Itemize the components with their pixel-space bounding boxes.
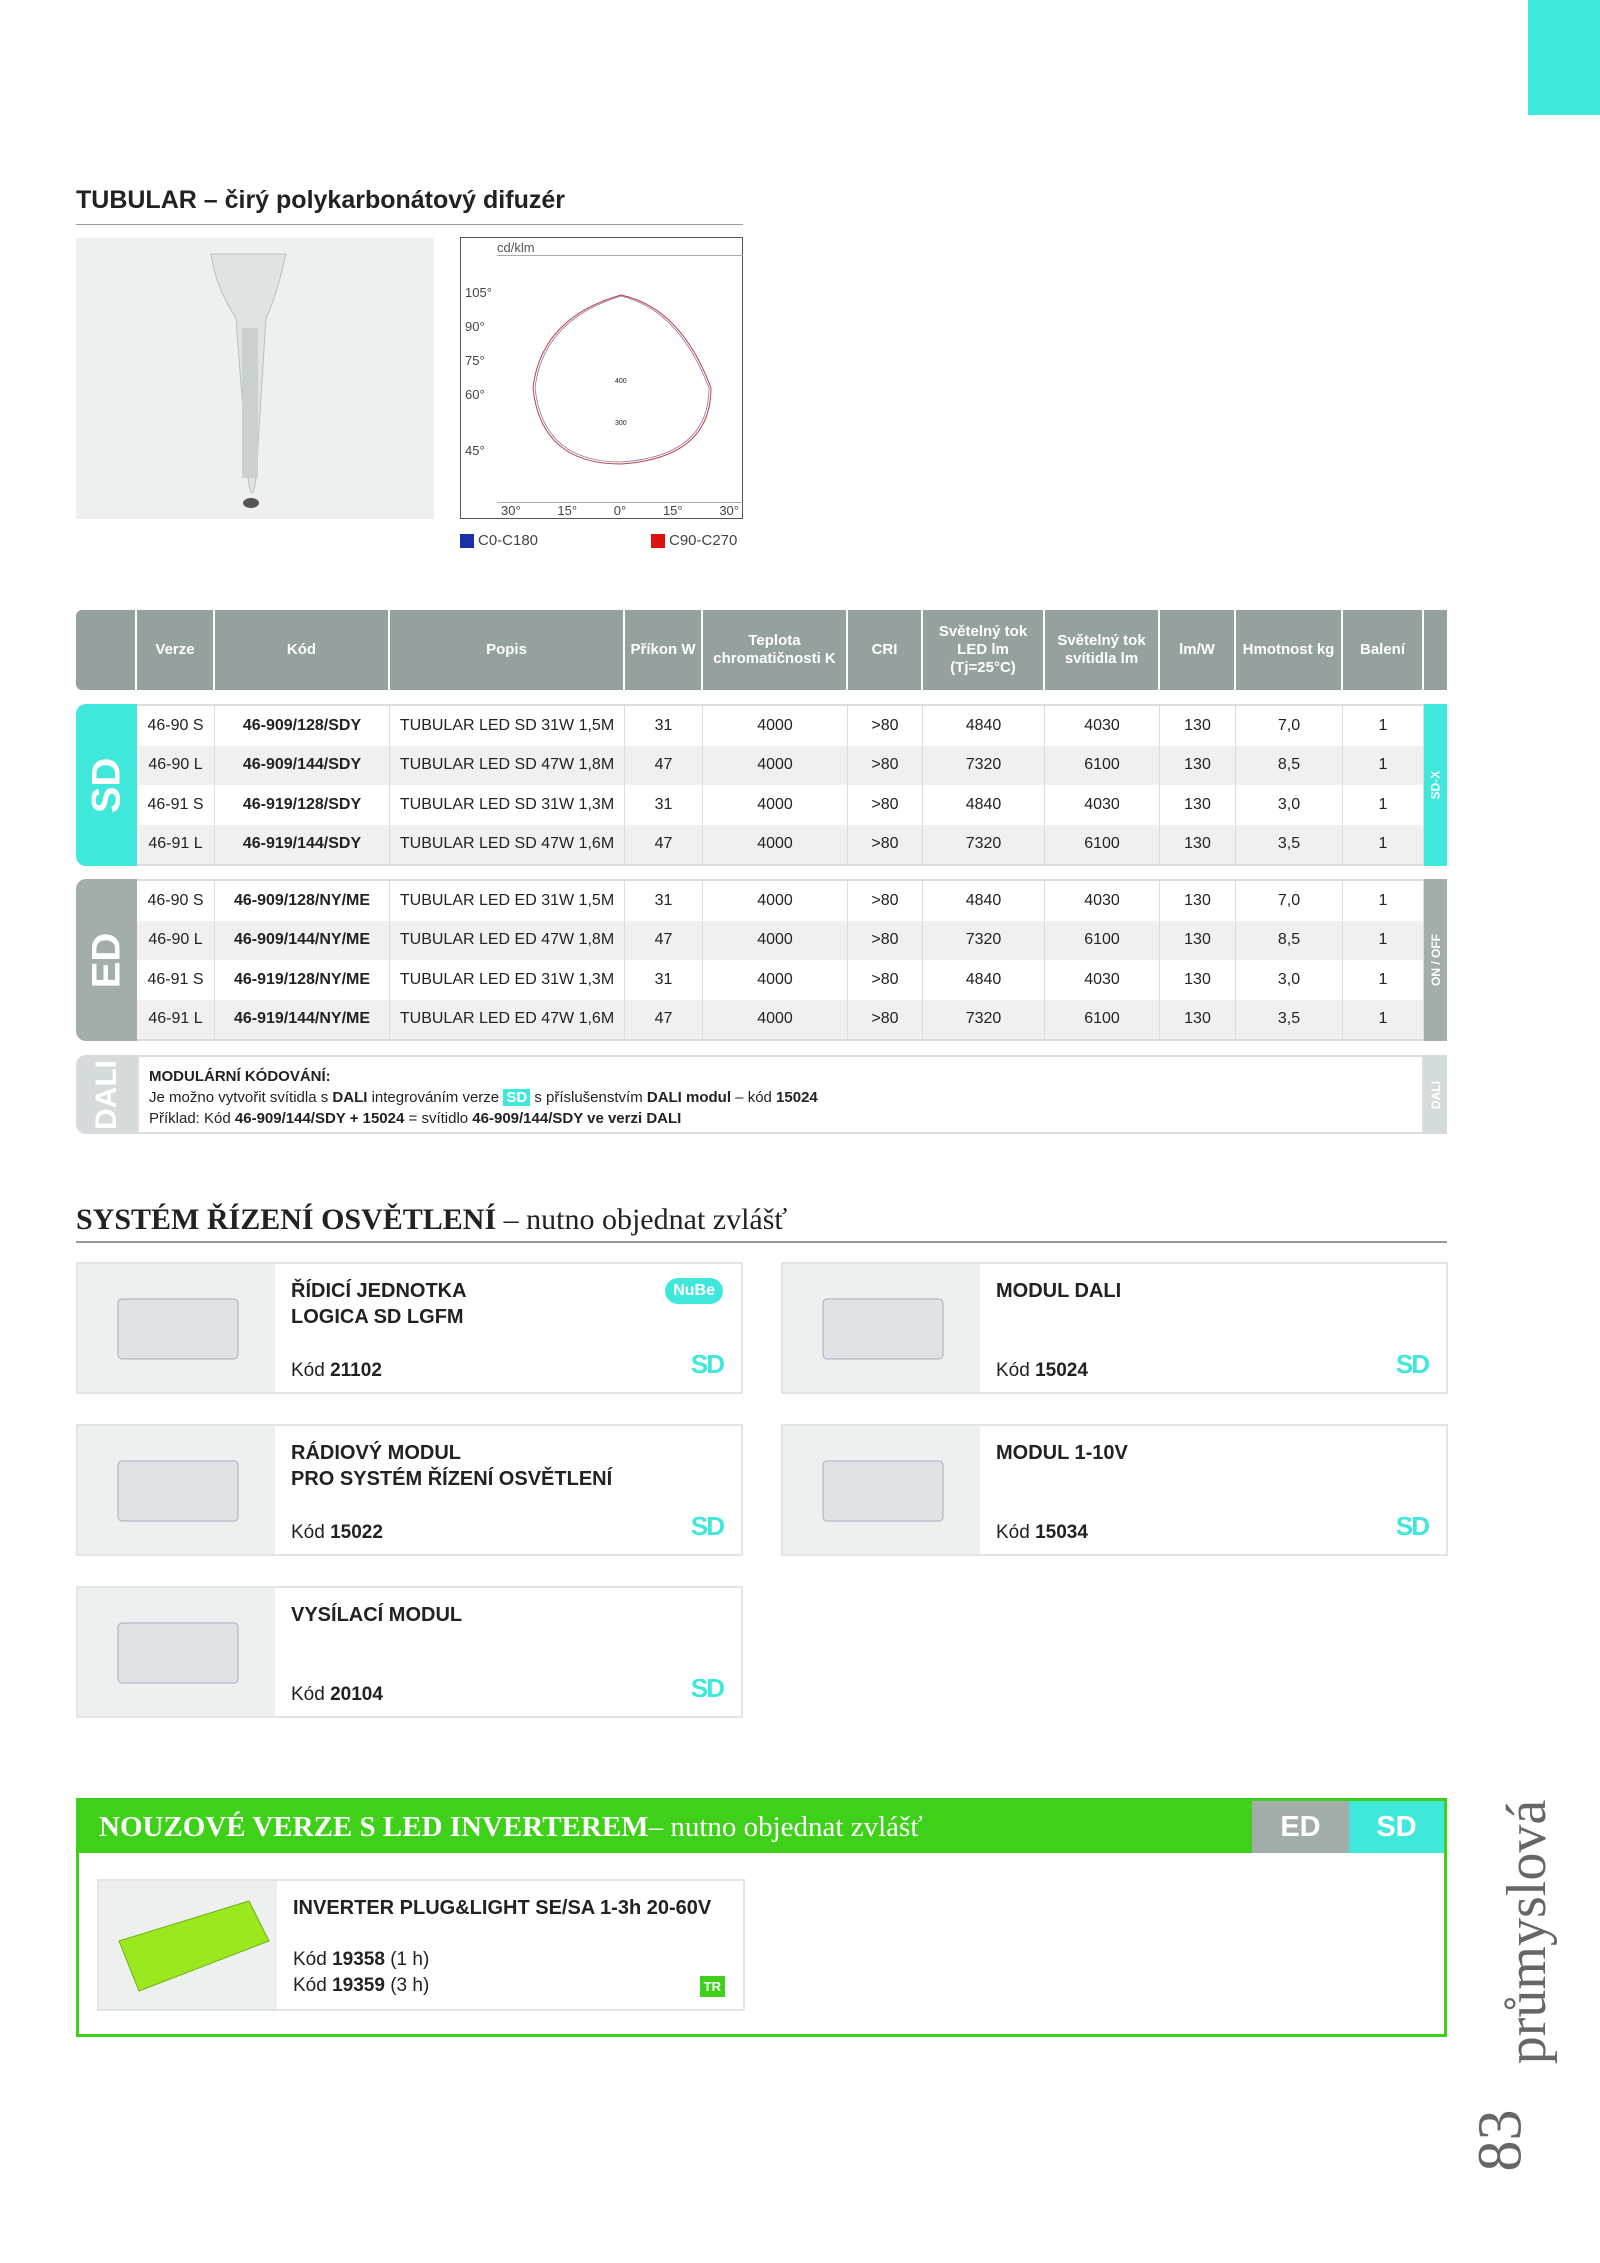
table-row: [137, 1000, 1424, 1040]
table-row: [137, 960, 1424, 1000]
polar-unit: cd/klm: [497, 240, 535, 255]
cell-5: >80: [848, 825, 923, 865]
cell-9: 3,0: [1236, 785, 1343, 825]
cell-7: 6100: [1045, 1000, 1160, 1040]
cell-8: 130: [1160, 825, 1236, 865]
cell-1: 46-919/128/SDY: [215, 785, 390, 825]
cell-2: TUBULAR LED ED 31W 1,5M: [390, 881, 625, 921]
sd-badge: SD: [1395, 1511, 1428, 1541]
product-image: [78, 1264, 275, 1392]
cell-6: 7320: [923, 825, 1045, 865]
cell-7: 4030: [1045, 881, 1160, 921]
cell-8: 130: [1160, 960, 1236, 1000]
divider: [76, 1241, 1447, 1243]
table-row: [137, 881, 1424, 921]
cell-3: 31: [625, 881, 703, 921]
product-image: [76, 238, 434, 519]
cell-8: 130: [1160, 785, 1236, 825]
cell-3: 47: [625, 1000, 703, 1040]
cell-10: 1: [1343, 706, 1424, 746]
emergency-heading: NOUZOVÉ VERZE S LED INVERTEREM – nutno objednat zvlášť ED SD: [79, 1801, 1444, 1853]
product-image: [78, 1588, 275, 1716]
product-card[interactable]: VYSÍLACÍ MODUL Kód 20104 SD: [76, 1586, 743, 1718]
legend-c90: C90-C270: [651, 532, 737, 549]
cell-1: 46-919/128/NY/ME: [215, 960, 390, 1000]
cell-5: >80: [848, 921, 923, 961]
cell-2: TUBULAR LED ED 47W 1,8M: [390, 921, 625, 961]
inverter-card[interactable]: INVERTER PLUG&LIGHT SE/SA 1-3h 20-60V Kód 19358 (1 h) Kód 19359 (3 h) TR: [97, 1879, 745, 2011]
cell-3: 47: [625, 746, 703, 786]
cell-0: 46-90 S: [137, 881, 215, 921]
cell-6: 7320: [923, 921, 1045, 961]
sd-badge: SD: [1395, 1349, 1428, 1379]
polar-angle-labels: 105° 90° 75° 60° 45°: [465, 285, 492, 458]
cell-7: 6100: [1045, 825, 1160, 865]
cell-1: 46-909/128/SDY: [215, 706, 390, 746]
cell-4: 4000: [703, 825, 848, 865]
cell-2: TUBULAR LED ED 31W 1,3M: [390, 960, 625, 1000]
cell-1: 46-919/144/SDY: [215, 825, 390, 865]
cell-7: 4030: [1045, 785, 1160, 825]
section-heading: SYSTÉM ŘÍZENÍ OSVĚTLENÍ – nutno objednat zvlášť: [76, 1203, 788, 1236]
nube-logo: NuBe: [665, 1278, 723, 1304]
cell-6: 7320: [923, 746, 1045, 786]
cell-10: 1: [1343, 960, 1424, 1000]
cell-7: 6100: [1045, 746, 1160, 786]
cell-9: 8,5: [1236, 746, 1343, 786]
cell-4: 4000: [703, 921, 848, 961]
cell-5: >80: [848, 785, 923, 825]
cell-4: 4000: [703, 785, 848, 825]
cell-6: 7320: [923, 1000, 1045, 1040]
cell-9: 7,0: [1236, 881, 1343, 921]
cell-7: 4030: [1045, 960, 1160, 1000]
sd-badge: SD: [690, 1511, 723, 1541]
cell-10: 1: [1343, 881, 1424, 921]
group-tag: ON / OFF: [1424, 879, 1447, 1041]
emergency-box: [76, 1798, 1447, 2037]
cell-0: 46-91 S: [137, 960, 215, 1000]
group-side-label: SD: [76, 704, 137, 866]
cell-10: 1: [1343, 785, 1424, 825]
cell-3: 47: [625, 825, 703, 865]
table-group-sd: [76, 704, 1447, 866]
cell-1: 46-909/128/NY/ME: [215, 881, 390, 921]
cell-7: 4030: [1045, 706, 1160, 746]
cell-10: 1: [1343, 825, 1424, 865]
cell-2: TUBULAR LED ED 47W 1,6M: [390, 1000, 625, 1040]
cell-6: 4840: [923, 785, 1045, 825]
product-card[interactable]: RÁDIOVÝ MODUL PRO SYSTÉM ŘÍZENÍ OSVĚTLENÍ Kód 15022 SD: [76, 1424, 743, 1556]
cell-9: 3,0: [1236, 960, 1343, 1000]
table-row: [137, 825, 1424, 865]
cell-4: 4000: [703, 881, 848, 921]
cell-5: >80: [848, 1000, 923, 1040]
cell-8: 130: [1160, 1000, 1236, 1040]
cell-0: 46-91 L: [137, 825, 215, 865]
cell-1: 46-909/144/SDY: [215, 746, 390, 786]
polar-diagram: cd/klm 105° 90° 75° 60° 45° 30° 15° 0° 15° 30° 400 300: [460, 237, 743, 519]
cell-3: 47: [625, 921, 703, 961]
cell-1: 46-919/144/NY/ME: [215, 1000, 390, 1040]
sd-badge: SD: [1349, 1801, 1444, 1853]
cell-0: 46-90 L: [137, 746, 215, 786]
cell-4: 4000: [703, 1000, 848, 1040]
product-title: TUBULAR – čirý polykarbonátový difuzér: [76, 186, 565, 214]
cell-5: >80: [848, 960, 923, 1000]
table-row: [137, 921, 1424, 961]
cell-0: 46-90 S: [137, 706, 215, 746]
product-image: [783, 1264, 980, 1392]
cell-8: 130: [1160, 921, 1236, 961]
cell-4: 4000: [703, 706, 848, 746]
cell-1: 46-909/144/NY/ME: [215, 921, 390, 961]
table-row: [137, 706, 1424, 746]
product-card[interactable]: MODUL 1-10V Kód 15034 SD: [781, 1424, 1448, 1556]
inverter-image: [99, 1881, 277, 2009]
cell-8: 130: [1160, 746, 1236, 786]
cell-4: 4000: [703, 746, 848, 786]
cell-5: >80: [848, 746, 923, 786]
product-image: [783, 1426, 980, 1554]
cell-5: >80: [848, 881, 923, 921]
cell-4: 4000: [703, 960, 848, 1000]
page-number: 83: [1466, 2109, 1535, 2172]
dali-modular-coding: DALI MODULÁRNÍ KÓDOVÁNÍ: Je možno vytvořit svítidla s DALI integrováním verze SD s příslušenstvím DALI modul – kód 15024 Příklad: Kód 46-909/144/SDY + 15024 = svítidlo 46-909/144/SDY ve verzi DALI DALI: [76, 1055, 1447, 1134]
cell-2: TUBULAR LED SD 31W 1,3M: [390, 785, 625, 825]
cell-6: 4840: [923, 706, 1045, 746]
table-row: [137, 746, 1424, 786]
legend-c0: C0-C180: [460, 532, 538, 549]
cell-3: 31: [625, 785, 703, 825]
cell-6: 4840: [923, 960, 1045, 1000]
cell-3: 31: [625, 706, 703, 746]
cell-0: 46-91 S: [137, 785, 215, 825]
cell-9: 7,0: [1236, 706, 1343, 746]
dali-side-label: DALI: [76, 1055, 137, 1134]
cell-2: TUBULAR LED SD 47W 1,6M: [390, 825, 625, 865]
cell-6: 4840: [923, 881, 1045, 921]
cell-2: TUBULAR LED SD 47W 1,8M: [390, 746, 625, 786]
product-image: [78, 1426, 275, 1554]
section-color-tab: [1528, 0, 1600, 115]
cell-7: 6100: [1045, 921, 1160, 961]
polar-bottom-labels: 30° 15° 0° 15° 30°: [497, 502, 743, 518]
sd-badge: SD: [690, 1673, 723, 1703]
cell-9: 3,5: [1236, 825, 1343, 865]
cell-10: 1: [1343, 921, 1424, 961]
cell-8: 130: [1160, 706, 1236, 746]
cell-0: 46-90 L: [137, 921, 215, 961]
product-card[interactable]: MODUL DALI Kód 15024 SD: [781, 1262, 1448, 1394]
product-card[interactable]: ŘÍDICÍ JEDNOTKA LOGICA SD LGFM Kód 21102 NuBe SD: [76, 1262, 743, 1394]
divider: [76, 224, 743, 225]
cell-8: 130: [1160, 881, 1236, 921]
tr-badge: TR: [700, 1976, 725, 1997]
table-group-ed: [76, 879, 1447, 1041]
cell-2: TUBULAR LED SD 31W 1,5M: [390, 706, 625, 746]
cell-10: 1: [1343, 1000, 1424, 1040]
table-row: [137, 785, 1424, 825]
cell-9: 3,5: [1236, 1000, 1343, 1040]
cell-9: 8,5: [1236, 921, 1343, 961]
table-header: Verze Kód Popis Příkon W Teplota chromatičnosti K CRI Světelný tok LED lm (Tj=25°C) Světelný tok svítidla lm lm/W Hmotnost kg Balení: [76, 610, 1447, 690]
cell-0: 46-91 L: [137, 1000, 215, 1040]
sd-badge: SD: [690, 1349, 723, 1379]
cell-3: 31: [625, 960, 703, 1000]
group-side-label: ED: [76, 879, 137, 1041]
cell-10: 1: [1343, 746, 1424, 786]
cell-5: >80: [848, 706, 923, 746]
group-tag: SD-X: [1424, 704, 1447, 866]
section-name: průmyslová: [1496, 1799, 1559, 2065]
ed-badge: ED: [1252, 1801, 1349, 1853]
